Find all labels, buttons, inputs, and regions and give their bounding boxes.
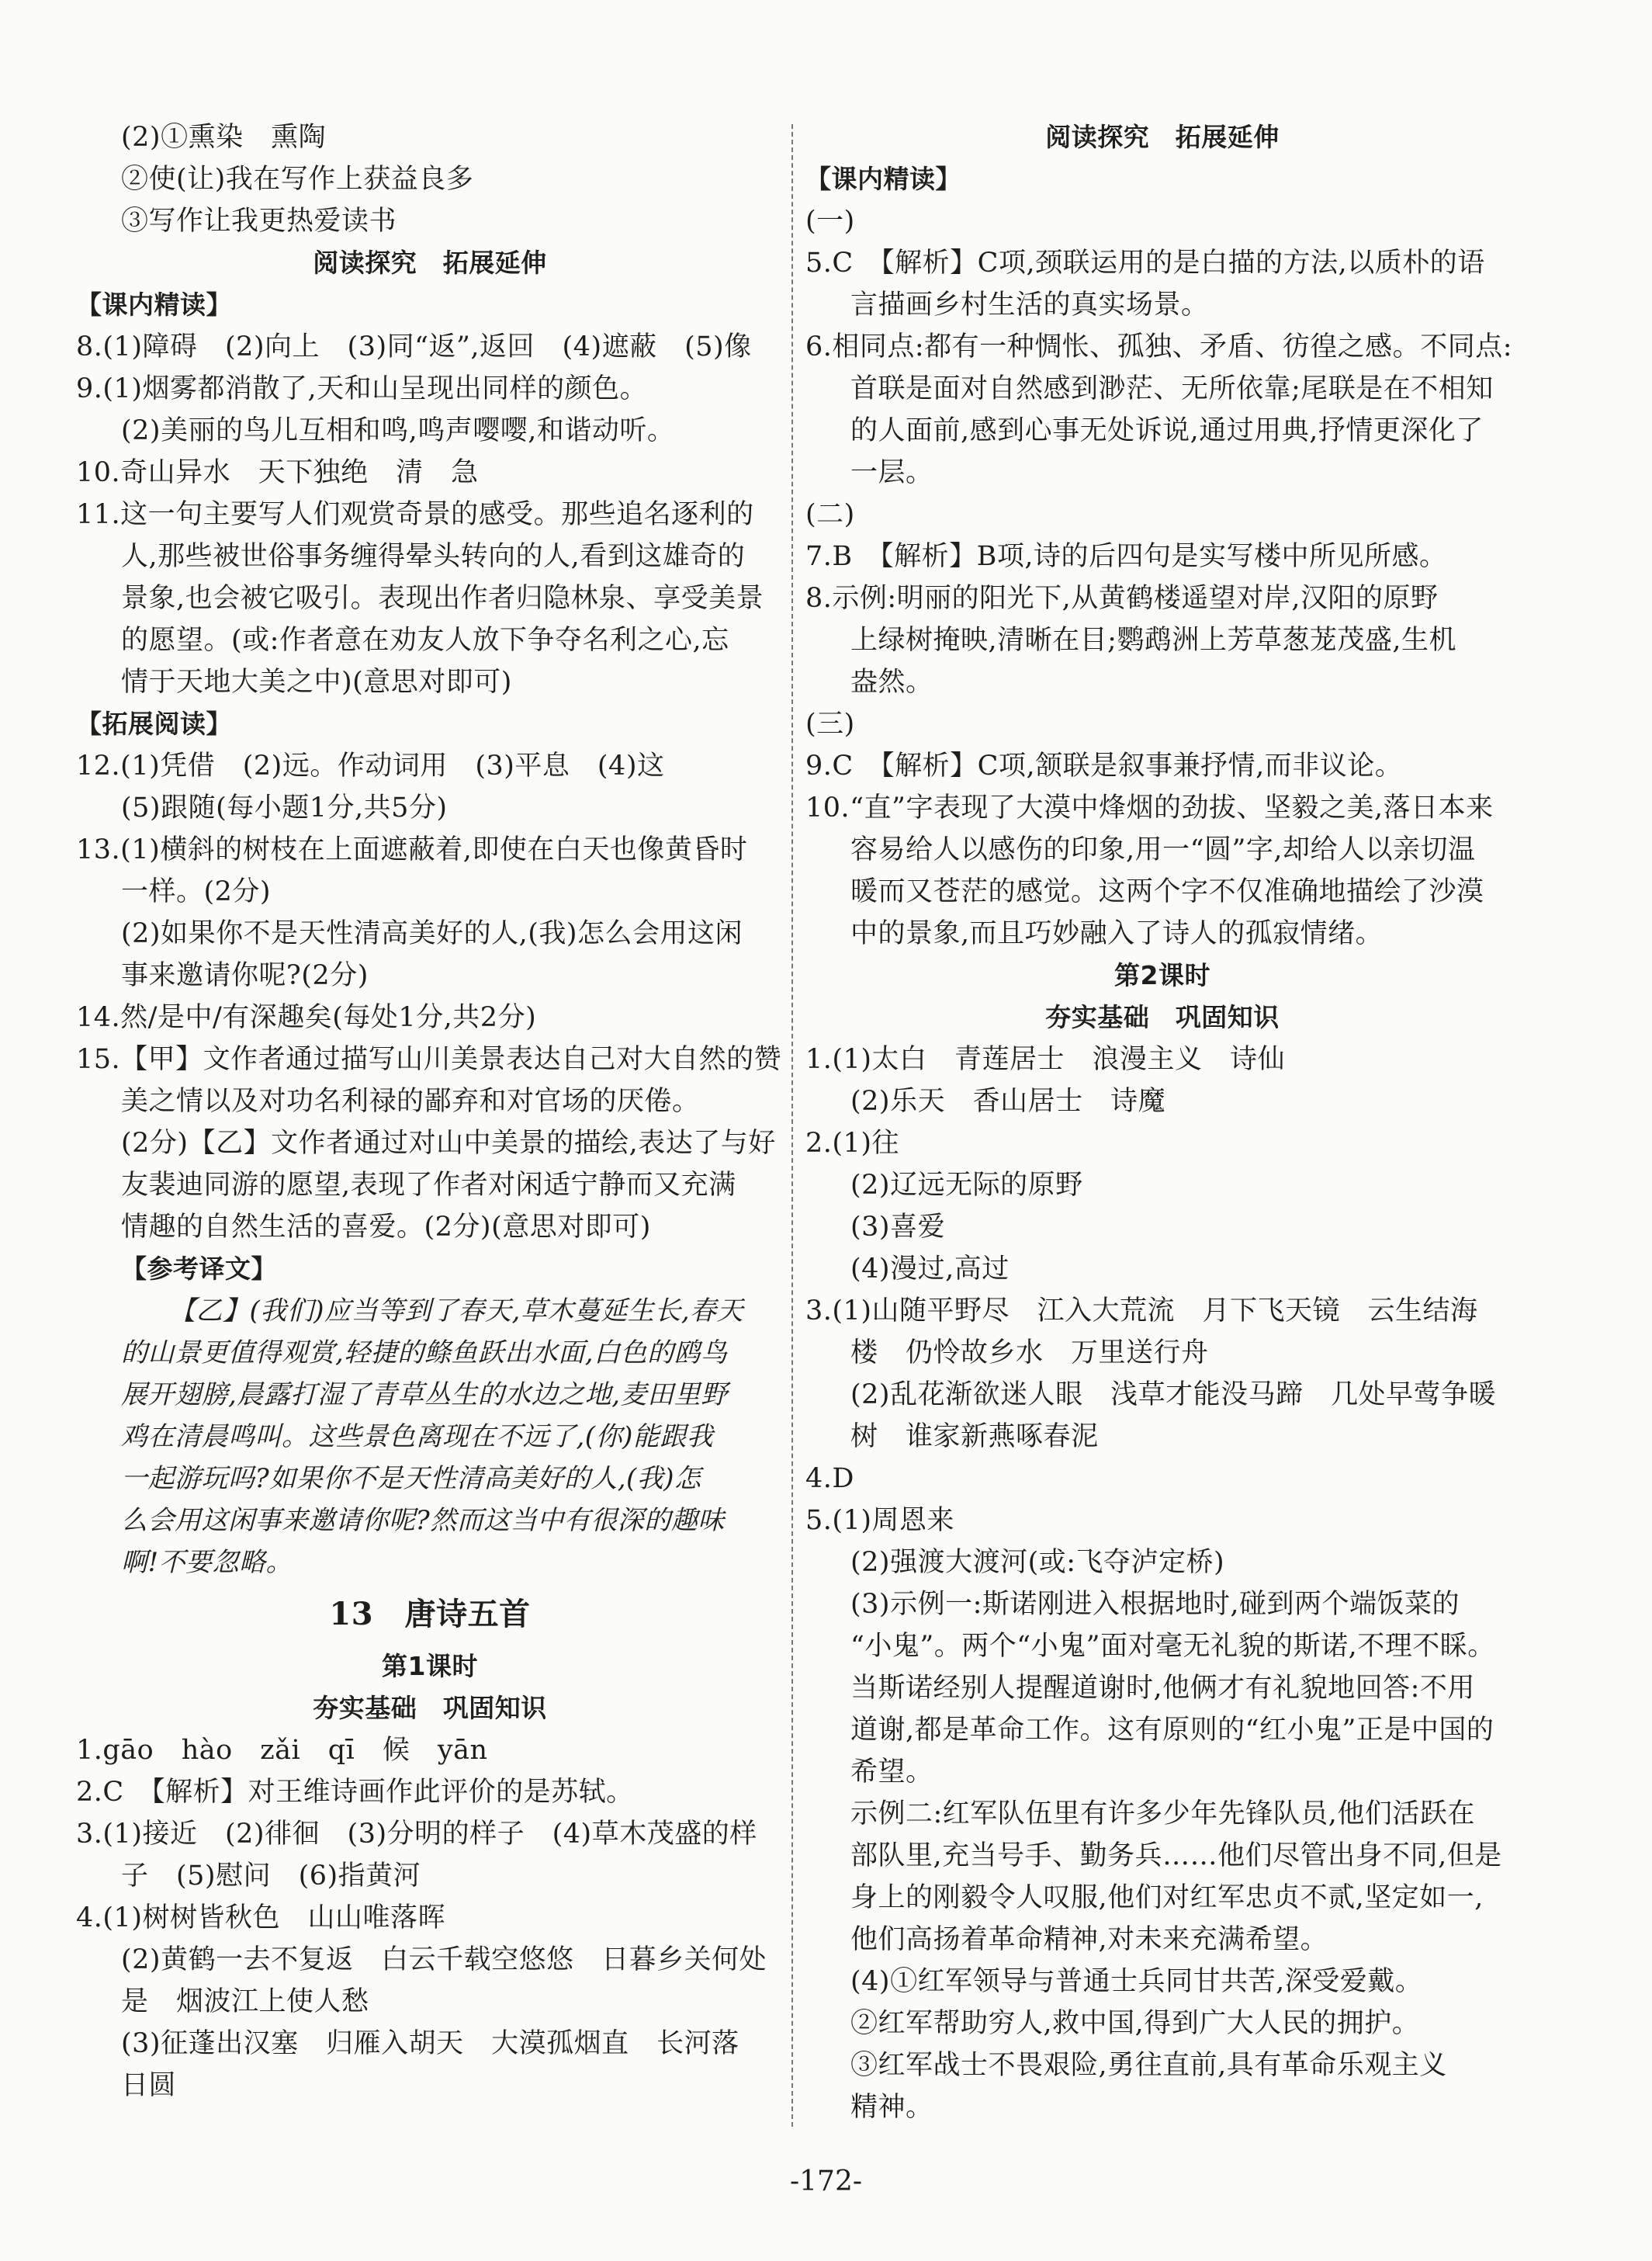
text-line: 一起游玩吗?如果你不是天性清高美好的人,(我)怎 bbox=[121, 1463, 701, 1494]
text-line: 么会用这闲事来邀请你呢?然而这当中有很深的趣味 bbox=[121, 1505, 725, 1536]
text-line: (三) bbox=[805, 709, 855, 740]
text-line: 【课内精读】 bbox=[76, 290, 232, 320]
text-line: ③写作让我更热爱读书 bbox=[121, 206, 397, 237]
text-line: 8.(1)障碍 (2)向上 (3)同“返”,返回 (4)遮蔽 (5)像 bbox=[76, 331, 752, 362]
text-line: 示例二:红军队伍里有许多少年先锋队员,他们活跃在 bbox=[850, 1798, 1475, 1829]
text-line: 第1课时 bbox=[382, 1651, 478, 1681]
text-line: 2.(1)往 bbox=[805, 1128, 899, 1159]
text-line: 8.示例:明丽的阳光下,从黄鹤楼遥望对岸,汉阳的原野 bbox=[805, 583, 1439, 614]
text-line: (2)乱花渐欲迷人眼 浅草才能没马蹄 几处早莺争暖 bbox=[850, 1379, 1497, 1410]
text-line: 的山景更值得观赏,轻捷的鲦鱼跃出水面,白色的鸥鸟 bbox=[121, 1337, 728, 1368]
text-line: 1.(1)太白 青莲居士 浪漫主义 诗仙 bbox=[805, 1044, 1285, 1075]
text-line: (2)如果你不是天性清高美好的人,(我)怎么会用这闲 bbox=[121, 918, 743, 949]
text-line: (3)喜爱 bbox=[850, 1212, 946, 1243]
text-line: (2分)【乙】文作者通过对山中美景的描绘,表达了与好 bbox=[121, 1128, 776, 1159]
text-line: 夯实基础 巩固知识 bbox=[313, 1693, 547, 1723]
text-line: 暖而又苍茫的感觉。这两个字不仅准确地描绘了沙漠 bbox=[850, 876, 1484, 907]
left-column bbox=[76, 116, 784, 2107]
text-line: 盎然。 bbox=[850, 667, 933, 698]
page-number: -172- bbox=[789, 2166, 863, 2197]
text-line: 中的景象,而且巧妙融入了诗人的孤寂情绪。 bbox=[850, 918, 1384, 949]
text-line: 3.(1)山随平野尽 江入大荒流 月下飞天镜 云生结海 bbox=[805, 1295, 1478, 1326]
text-line: 4.D bbox=[805, 1463, 854, 1494]
text-line: 友裴迪同游的愿望,表现了作者对闲适宁静而又充满 bbox=[121, 1170, 736, 1201]
text-line: 1.gāo hào zǎi qī 候 yān bbox=[76, 1735, 488, 1766]
text-line: 希望。 bbox=[850, 1756, 933, 1788]
text-line: 4.(1)树树皆秋色 山山唯落晖 bbox=[76, 1902, 445, 1933]
text-line: 第2课时 bbox=[1114, 960, 1210, 990]
text-line: 5.(1)周恩来 bbox=[805, 1505, 954, 1536]
text-line: 树 谁家新燕啄春泥 bbox=[850, 1421, 1099, 1452]
text-line: 道谢,都是革命工作。这有原则的“红小鬼”正是中国的 bbox=[850, 1715, 1494, 1746]
text-line: 首联是面对自然感到渺茫、无所依靠;尾联是在不相知 bbox=[850, 373, 1494, 404]
text-line: (一) bbox=[805, 206, 855, 237]
right-column bbox=[805, 116, 1519, 2128]
text-line: 2.C 【解析】对王维诗画作此评价的是苏轼。 bbox=[76, 1777, 634, 1808]
text-line: 楼 仍怜故乡水 万里送行舟 bbox=[850, 1337, 1209, 1368]
text-line: 7.B 【解析】B项,诗的后四句是实写楼中所见所感。 bbox=[805, 541, 1447, 572]
text-line: ③红军战士不畏艰险,勇往直前,具有革命乐观主义 bbox=[850, 2050, 1447, 2081]
text-line: (2)黄鹤一去不复返 白云千载空悠悠 日暮乡关何处 bbox=[121, 1944, 767, 1975]
text-line: 10.奇山异水 天下独绝 清 急 bbox=[76, 457, 479, 488]
text-line: 一样。(2分) bbox=[121, 876, 272, 907]
text-line: 鸡在清晨鸣叫。这些景色离现在不远了,(你)能跟我 bbox=[121, 1421, 714, 1452]
text-line: (二) bbox=[805, 499, 855, 530]
text-line: 日圆 bbox=[121, 2070, 177, 2101]
text-line: 9.C 【解析】C项,颔联是叙事兼抒情,而非议论。 bbox=[805, 751, 1403, 782]
text-line: “小鬼”。两个“小鬼”面对毫无礼貌的斯诺,不理不睬。 bbox=[850, 1631, 1495, 1662]
text-line: 精神。 bbox=[850, 2092, 933, 2123]
text-line: 14.然/是中/有深趣矣(每处1分,共2分) bbox=[76, 1002, 537, 1033]
text-line: 15.【甲】文作者通过描写山川美景表达自己对大自然的赞 bbox=[76, 1044, 782, 1075]
text-line: 上绿树掩映,清晰在目;鹦鹉洲上芳草葱茏茂盛,生机 bbox=[850, 625, 1457, 656]
text-line: (2)辽远无际的原野 bbox=[850, 1170, 1083, 1201]
text-line: 【拓展阅读】 bbox=[76, 709, 232, 739]
text-line: (2)乐天 香山居士 诗魔 bbox=[850, 1086, 1166, 1117]
text-line: 的人面前,感到心事无处诉说,通过用典,抒情更深化了 bbox=[850, 415, 1484, 446]
text-line: 子 (5)慰问 (6)指黄河 bbox=[121, 1860, 421, 1892]
text-line: 当斯诺经别人提醒道谢时,他俩才有礼貌地回答:不用 bbox=[850, 1673, 1475, 1704]
text-line: 6.相同点:都有一种惆怅、孤独、矛盾、彷徨之感。不同点: bbox=[805, 331, 1512, 362]
text-line: 部队里,充当号手、勤务兵……他们尽管出身不同,但是 bbox=[850, 1840, 1502, 1871]
text-line: 容易给人以感伤的印象,用一“圆”字,却给人以亲切温 bbox=[850, 834, 1476, 865]
text-line: 情于天地大美之中)(意思对即可) bbox=[121, 667, 512, 698]
text-line: 【乙】(我们)应当等到了春天,草木蔓延生长,春天 bbox=[169, 1295, 744, 1326]
text-line: (2)强渡大渡河(或:飞夺泸定桥) bbox=[850, 1547, 1225, 1578]
text-line: 事来邀请你呢?(2分) bbox=[121, 960, 369, 991]
text-line: 9.(1)烟雾都消散了,天和山呈现出同样的颜色。 bbox=[76, 373, 648, 404]
text-line: (4)①红军领导与普通士兵同甘共苦,深受爱戴。 bbox=[850, 1966, 1423, 1997]
text-line: 情趣的自然生活的喜爱。(2分)(意思对即可) bbox=[121, 1212, 651, 1243]
text-line: ②红军帮助穷人,救中国,得到广大人民的拥护。 bbox=[850, 2008, 1420, 2039]
text-line: 美之情以及对功名利禄的鄙弃和对官场的厌倦。 bbox=[121, 1086, 700, 1117]
text-line: (2)美丽的鸟儿互相和鸣,鸣声嘤嘤,和谐动听。 bbox=[121, 415, 675, 446]
text-line: 的愿望。(或:作者意在劝友人放下争夺名利之心,忘 bbox=[121, 625, 729, 656]
text-line: 身上的刚毅令人叹服,他们对红军忠贞不贰,坚定如一, bbox=[850, 1882, 1484, 1913]
text-line: 13 唐诗五首 bbox=[329, 1596, 531, 1632]
text-line: (3)示例一:斯诺刚进入根据地时,碰到两个端饭菜的 bbox=[850, 1589, 1460, 1620]
text-line: 10.“直”字表现了大漠中烽烟的劲拔、坚毅之美,落日本来 bbox=[805, 792, 1494, 824]
text-line: 是 烟波江上使人愁 bbox=[121, 1986, 369, 2017]
text-line: ②使(让)我在写作上获益良多 bbox=[121, 164, 474, 195]
text-line: 言描画乡村生活的真实场景。 bbox=[850, 290, 1209, 321]
text-line: (2)①熏染 熏陶 bbox=[121, 122, 327, 153]
text-line: 啊!不要忽略。 bbox=[121, 1547, 293, 1578]
text-line: 11.这一句主要写人们观赏奇景的感受。那些追名逐利的 bbox=[76, 499, 754, 530]
text-line: 3.(1)接近 (2)徘徊 (3)分明的样子 (4)草木茂盛的样 bbox=[76, 1819, 757, 1850]
text-line: 一层。 bbox=[850, 457, 933, 488]
text-line: (3)征蓬出汉塞 归雁入胡天 大漠孤烟直 长河落 bbox=[121, 2028, 739, 2059]
text-line: 景象,也会被它吸引。表现出作者归隐林泉、享受美景 bbox=[121, 583, 764, 614]
text-line: 【参考译文】 bbox=[121, 1254, 277, 1284]
text-line: 5.C 【解析】C项,颈联运用的是白描的方法,以质朴的语 bbox=[805, 248, 1485, 279]
text-line: 阅读探究 拓展延伸 bbox=[1045, 122, 1280, 152]
text-line: 夯实基础 巩固知识 bbox=[1045, 1002, 1280, 1032]
column-divider bbox=[791, 124, 793, 2127]
text-line: (5)跟随(每小题1分,共5分) bbox=[121, 792, 448, 824]
text-line: 阅读探究 拓展延伸 bbox=[313, 248, 547, 278]
text-line: 他们高扬着革命精神,对未来充满希望。 bbox=[850, 1924, 1328, 1955]
text-line: 13.(1)横斜的树枝在上面遮蔽着,即使在白天也像黄昏时 bbox=[76, 834, 748, 865]
text-line: 12.(1)凭借 (2)远。作动词用 (3)平息 (4)这 bbox=[76, 751, 665, 782]
text-line: 【课内精读】 bbox=[805, 164, 961, 194]
text-line: (4)漫过,高过 bbox=[850, 1254, 1010, 1285]
text-line: 人,那些被世俗事务缠得晕头转向的人,看到这雄奇的 bbox=[121, 541, 746, 572]
text-line: 展开翅膀,晨露打湿了青草丛生的水边之地,麦田里野 bbox=[121, 1379, 728, 1410]
